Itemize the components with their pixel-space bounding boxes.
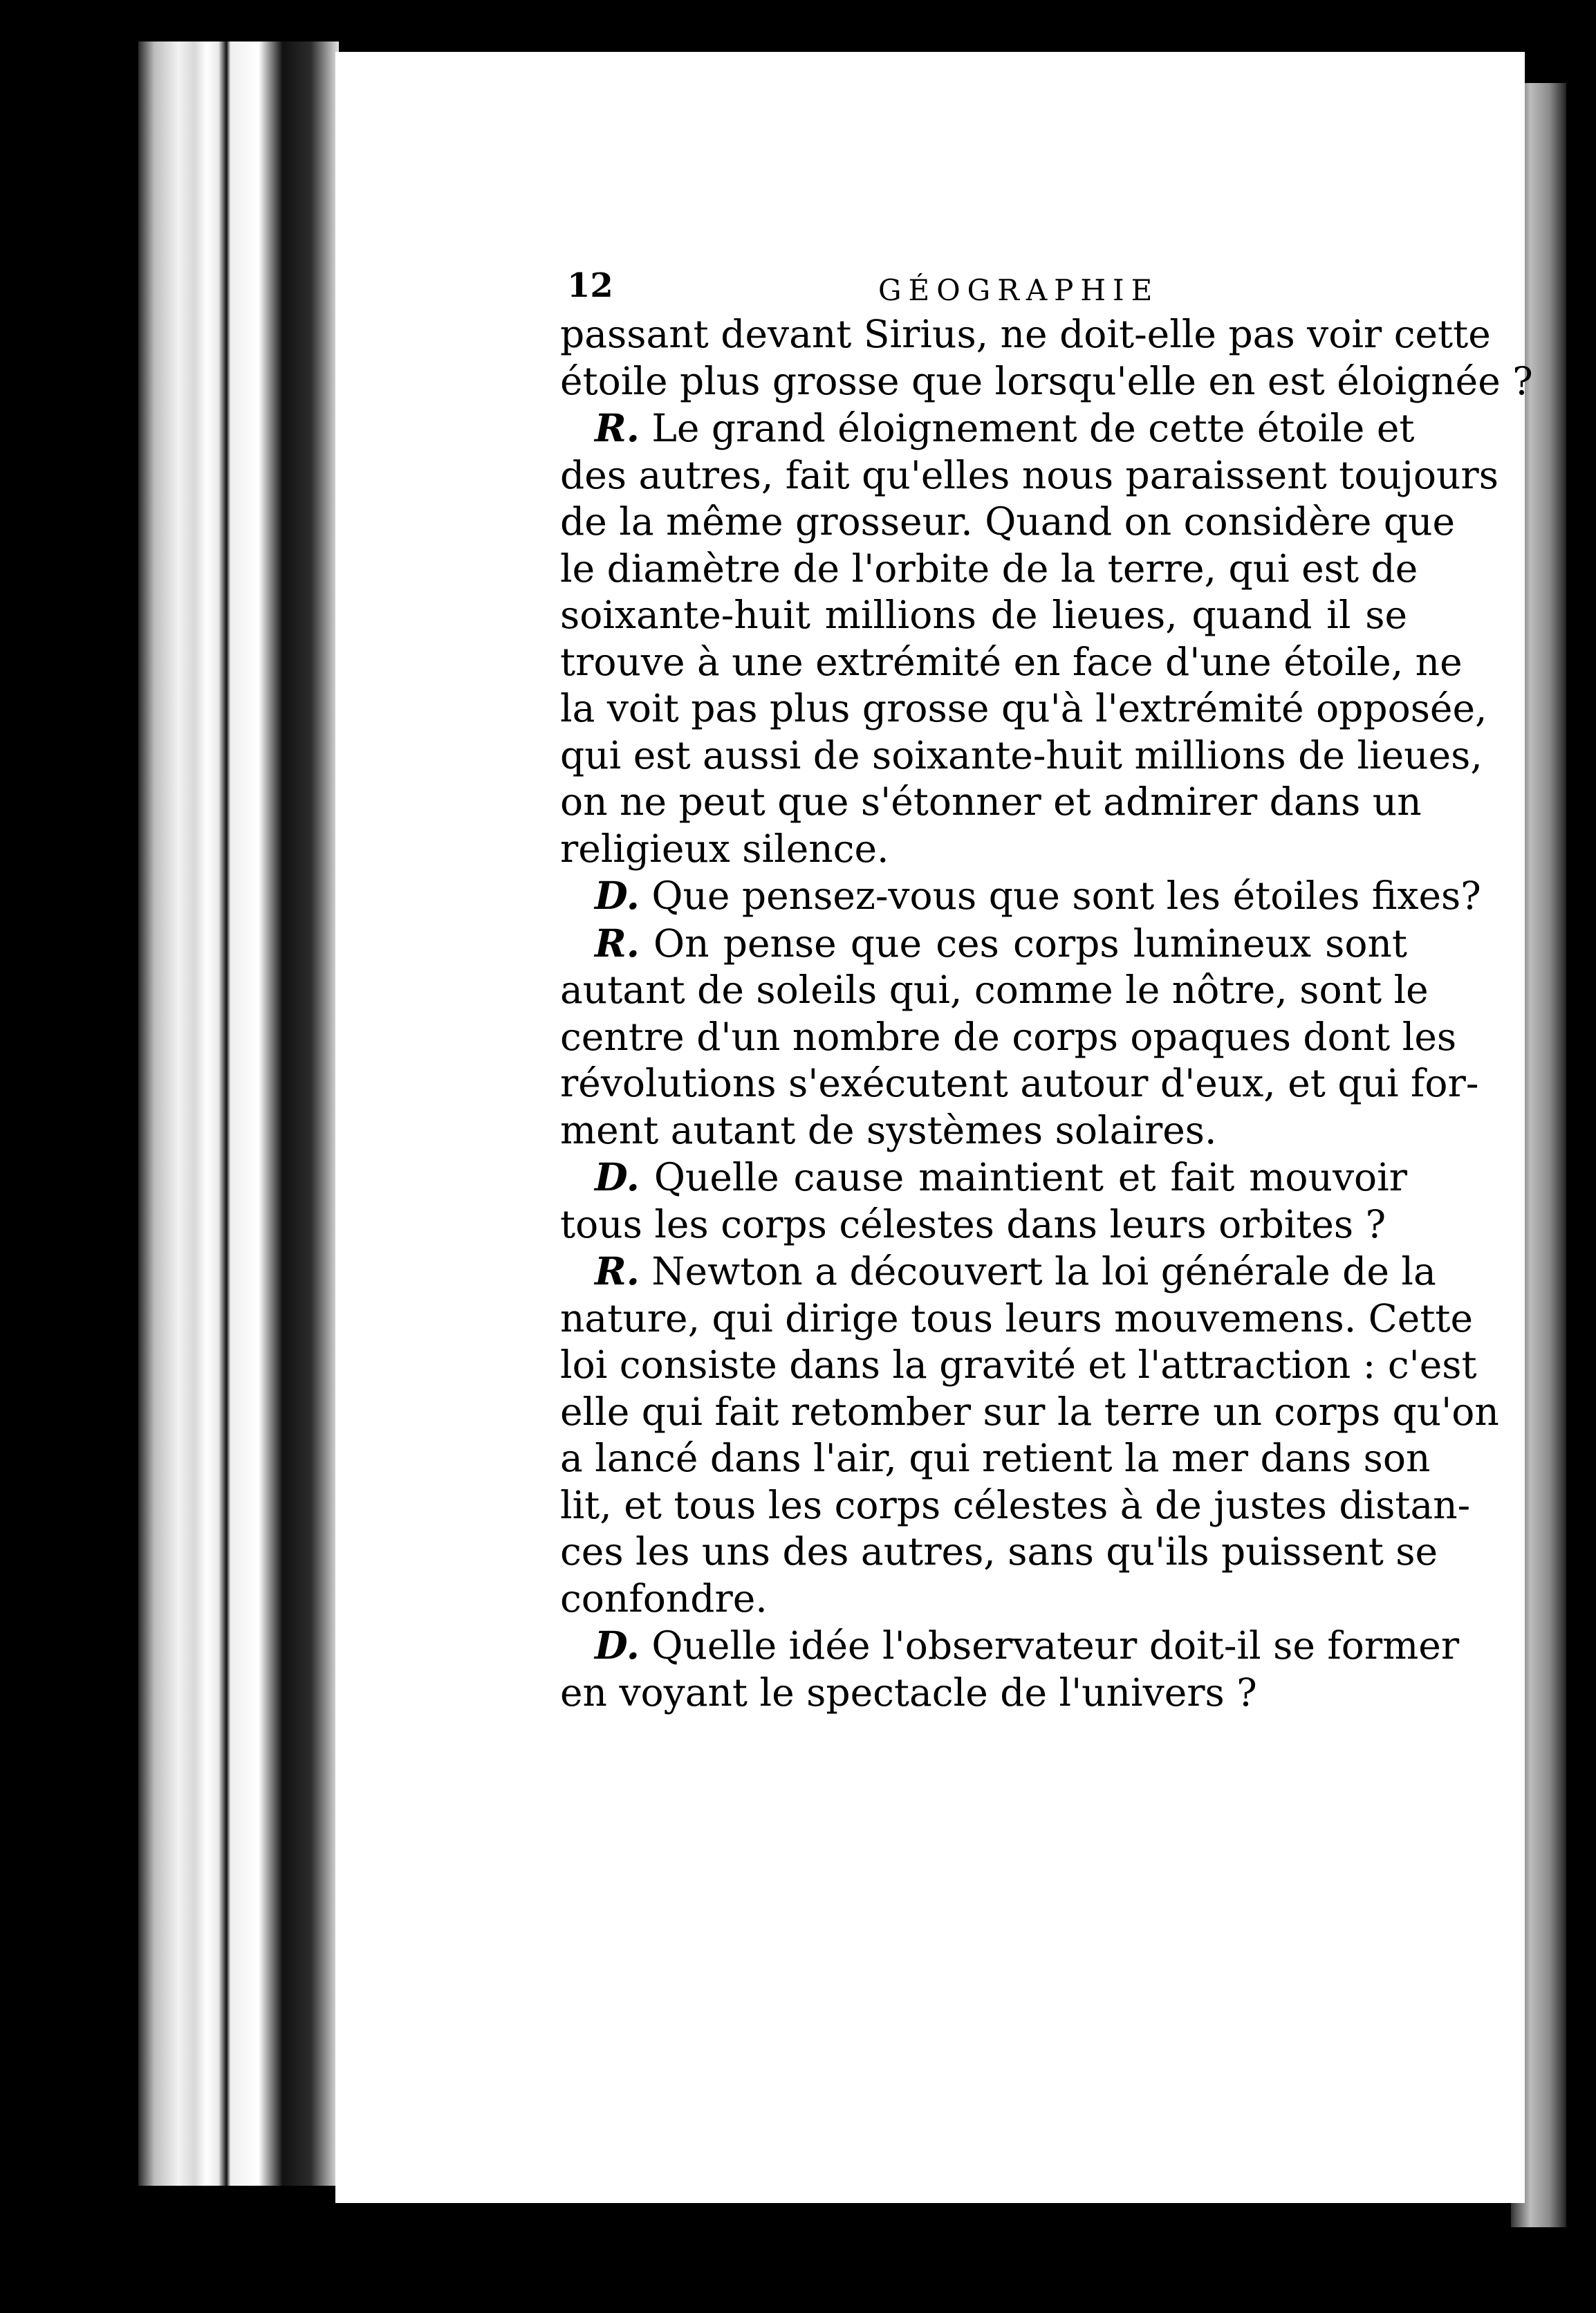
line-text: confondre. <box>560 1576 768 1621</box>
line-text: ment autant de systèmes solaires. <box>560 1107 1217 1152</box>
text-line <box>560 826 1407 873</box>
paragraph <box>560 1248 1499 1622</box>
line-text: On pense que ces corps lumineux sont <box>653 921 1408 966</box>
line-text: a lancé dans l'air, qui retient la mer dans son <box>560 1436 1431 1480</box>
answer-marker: R. <box>595 1248 640 1293</box>
paragraph <box>560 1622 1460 1716</box>
line-text: qui est aussi de soixante-huit millions de lieues, <box>560 732 1483 777</box>
text-line <box>560 1248 1436 1296</box>
text-line <box>560 732 1483 780</box>
paragraph <box>560 405 1498 872</box>
text-line <box>560 1060 1479 1107</box>
text-line <box>560 1435 1431 1482</box>
line-text: on ne peut que s'étonner et admirer dans un <box>560 780 1422 824</box>
line-text: Le grand éloignement de cette étoile et <box>651 406 1415 450</box>
paragraph <box>560 1154 1407 1248</box>
page-number: 12 <box>567 266 613 305</box>
text-line <box>560 1107 1407 1154</box>
line-text: le diamètre de l'orbite de la terre, qui est de <box>560 546 1418 591</box>
text-line <box>560 1201 1407 1248</box>
line-text: nature, qui dirige tous leurs mouvemens. Cette <box>560 1296 1474 1340</box>
line-text: passant devant Sirius, ne doit-elle pas voir cette <box>560 312 1491 356</box>
text-line <box>560 920 1407 968</box>
answer-marker: R. <box>595 405 640 450</box>
text-line <box>560 1342 1477 1389</box>
line-text: loi consiste dans la gravité et l'attraction : c'est <box>560 1343 1477 1387</box>
text-line <box>560 592 1407 639</box>
text-line <box>560 452 1498 499</box>
line-text: elle qui fait retomber sur la terre un corps qu'on <box>560 1389 1499 1434</box>
question-marker: D. <box>595 873 640 918</box>
question-marker: D. <box>595 1154 640 1199</box>
text-line <box>560 1296 1474 1343</box>
line-text: la voit pas plus grosse qu'à l'extrémité opposée, <box>560 686 1487 730</box>
text-line <box>560 1014 1457 1061</box>
line-text: des autres, fait qu'elles nous paraissent toujours <box>560 452 1498 497</box>
line-text: soixante-huit millions de lieues, quand il se <box>560 593 1407 637</box>
text-line <box>560 1482 1471 1529</box>
line-text: lit, et tous les corps célestes à de justes distan- <box>560 1482 1471 1527</box>
text-line <box>560 639 1463 686</box>
text-line <box>560 311 1491 358</box>
paragraph <box>560 920 1479 1154</box>
text-line <box>560 1622 1460 1670</box>
text-line <box>560 967 1429 1014</box>
line-text: en voyant le spectacle de l'univers ? <box>560 1670 1257 1715</box>
line-text: autant de soleils qui, comme le nôtre, sont le <box>560 968 1429 1012</box>
paragraph <box>560 311 1533 405</box>
text-line <box>560 1529 1438 1576</box>
line-text: Quelle idée l'observateur doit-il se former <box>651 1623 1460 1668</box>
paragraph <box>560 872 1481 920</box>
question-marker: D. <box>595 1623 640 1668</box>
text-line <box>560 546 1418 593</box>
line-text: religieux silence. <box>560 826 889 871</box>
body-text <box>560 311 1533 1716</box>
running-title: GÉOGRAPHIE <box>878 273 1160 307</box>
text-line <box>560 1670 1407 1717</box>
line-text: Que pensez-vous que sont les étoiles fixes? <box>651 874 1481 918</box>
line-text: de la même grosseur. Quand on considère que <box>560 499 1456 544</box>
text-line <box>560 872 1481 920</box>
line-text: ces les uns des autres, sans qu'ils puissent se <box>560 1529 1438 1574</box>
line-text: centre d'un nombre de corps opaques dont les <box>560 1014 1457 1059</box>
line-text: Quelle cause maintient et fait mouvoir <box>653 1155 1408 1199</box>
text-line <box>560 1389 1499 1436</box>
line-text: tous les corps célestes dans leurs orbites ? <box>560 1201 1386 1246</box>
text-line <box>560 499 1456 546</box>
text-line <box>560 358 1533 405</box>
text-line <box>560 1576 1407 1623</box>
line-text: révolutions s'exécutent autour d'eux, et qui for- <box>560 1061 1479 1105</box>
text-line <box>560 405 1415 452</box>
line-text: Newton a découvert la loi générale de la <box>651 1249 1436 1293</box>
line-text: trouve à une extrémité en face d'une étoile, ne <box>560 639 1463 684</box>
book-gutter <box>138 42 339 2186</box>
text-line <box>560 779 1422 826</box>
text-line <box>560 1154 1407 1201</box>
answer-marker: R. <box>595 920 640 966</box>
line-text: étoile plus grosse que lorsqu'elle en est éloignée ? <box>560 358 1533 403</box>
text-line <box>560 685 1487 732</box>
